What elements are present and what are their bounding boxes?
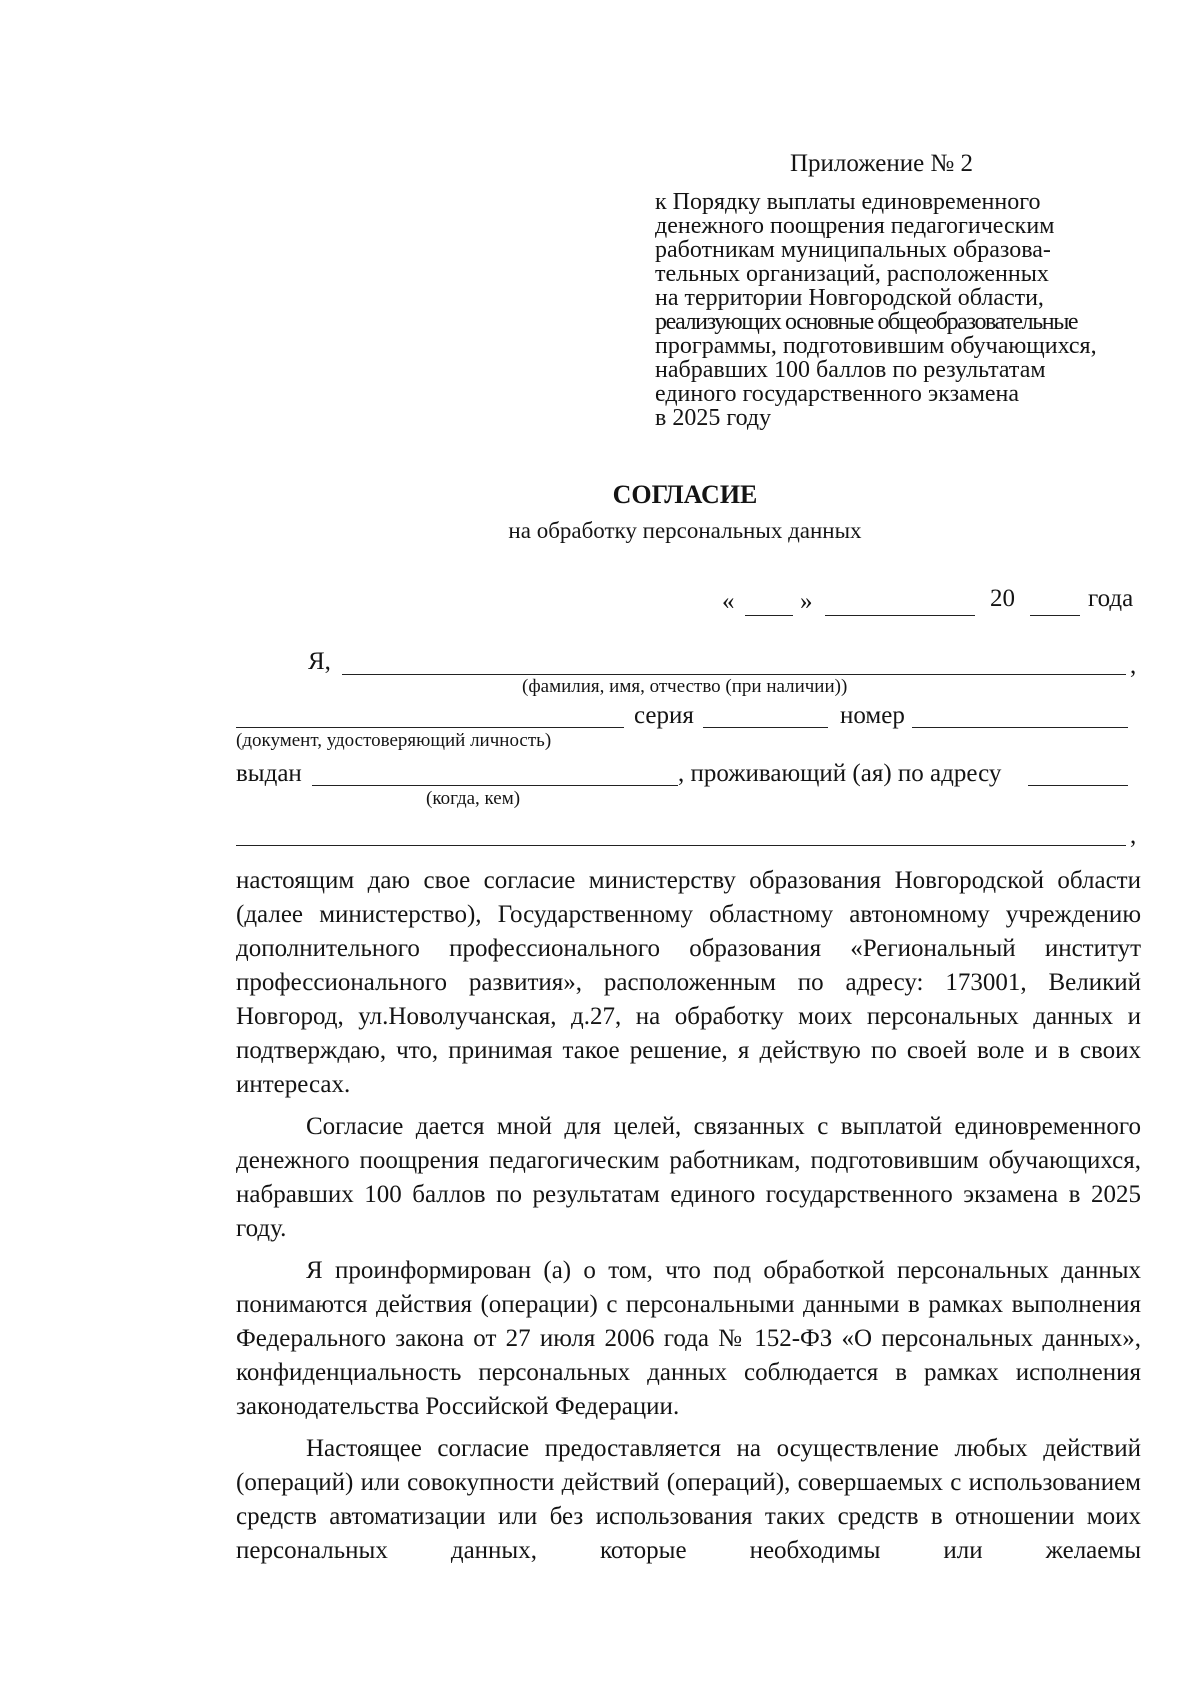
- appendix-line: в 2025 году: [655, 405, 772, 431]
- paragraph: Настоящее согласие предоставляется на осуществление любых действий (операций) или совокупности действий (операций), совершаемых с использованием средств автоматизации или без использования таких средств в отношении моих персональных данных, которые необходимы или желаемы: [236, 1435, 1141, 1564]
- date-close-quote: »: [800, 588, 813, 615]
- day-field[interactable]: [745, 615, 793, 616]
- date-open-quote: «: [722, 588, 735, 615]
- paragraph: настоящим даю свое согласие министерству образования Новгородской области (далее министерство), Государственному областному автономному учреждению дополнительного профессионального образования «Региональный институт профессионального развития», расположенным по адресу: 173001, Великий Новгород, ул.Новолучанская, д.27, на обработку моих персональных данных и подтверждаю, что, принимая такое решение, я действую по своей воле и в своих интересах.: [236, 867, 1141, 1098]
- appendix-title: Приложение № 2: [790, 150, 974, 177]
- appendix-line: реализующих основные общеобразовательные: [655, 309, 1078, 335]
- appendix-line: тельных организаций, расположенных: [655, 261, 1049, 287]
- number-field[interactable]: [912, 727, 1128, 728]
- paragraph: Согласие дается мной для целей, связанных с выплатой единовременного денежного поощрения педагогическим работникам, подготовившим обучающихся, набравших 100 баллов по результатам единого государственного экзамена в 2025 году.: [236, 1113, 1141, 1242]
- appendix-line: единого государственного экзамена: [655, 381, 1020, 407]
- appendix-text: [655, 190, 1097, 430]
- appendix-line: к Порядку выплаты единовременного: [655, 189, 1041, 215]
- document-title: СОГЛАСИЕ: [612, 480, 758, 509]
- appendix-line: на территории Новгородской области,: [655, 285, 1044, 311]
- fio-field[interactable]: [342, 674, 1126, 675]
- issued-label: выдан: [236, 760, 302, 787]
- when-caption: (когда, кем): [426, 788, 521, 809]
- identity-document-field[interactable]: [236, 727, 624, 728]
- year-suffix: года: [1088, 585, 1134, 612]
- fio-caption: (фамилия, имя, отчество (при наличии)): [522, 676, 848, 697]
- paragraph: Я проинформирован (а) о том, что под обработкой персональных данных понимаются действия (операции) с персональными данными в рамках выполнения Федерального закона от 27 июля 2006 года № 152-ФЗ «О персональных данных», конфиденциальность персональных данных соблюдается в рамках исполнения законодательства Российской Федерации.: [236, 1257, 1141, 1420]
- series-field[interactable]: [703, 727, 828, 728]
- appendix-line: денежного поощрения педагогическим: [655, 213, 1055, 239]
- appendix-line: программы, подготовившим обучающихся,: [655, 333, 1097, 359]
- document-caption: (документ, удостоверяющий личность): [236, 730, 552, 751]
- address-field[interactable]: [1028, 785, 1128, 786]
- year-field[interactable]: [1030, 615, 1080, 616]
- appendix-line: работникам муниципальных образова-: [655, 237, 1051, 263]
- document-subtitle: на обработку персональных данных: [508, 518, 862, 543]
- number-label: номер: [840, 702, 905, 729]
- address-field-continued[interactable]: [236, 845, 1126, 846]
- year-prefix: 20: [990, 585, 1015, 612]
- issued-by-field[interactable]: [312, 785, 678, 786]
- address-comma: ,: [1130, 822, 1137, 849]
- i-label: Я,: [308, 648, 331, 675]
- month-field[interactable]: [825, 615, 975, 616]
- residing-label: , проживающий (ая) по адресу: [678, 760, 1002, 787]
- appendix-line: набравших 100 баллов по результатам: [655, 357, 1046, 383]
- series-label: серия: [634, 702, 694, 729]
- fio-comma: ,: [1130, 652, 1137, 679]
- consent-body: [236, 864, 1141, 1568]
